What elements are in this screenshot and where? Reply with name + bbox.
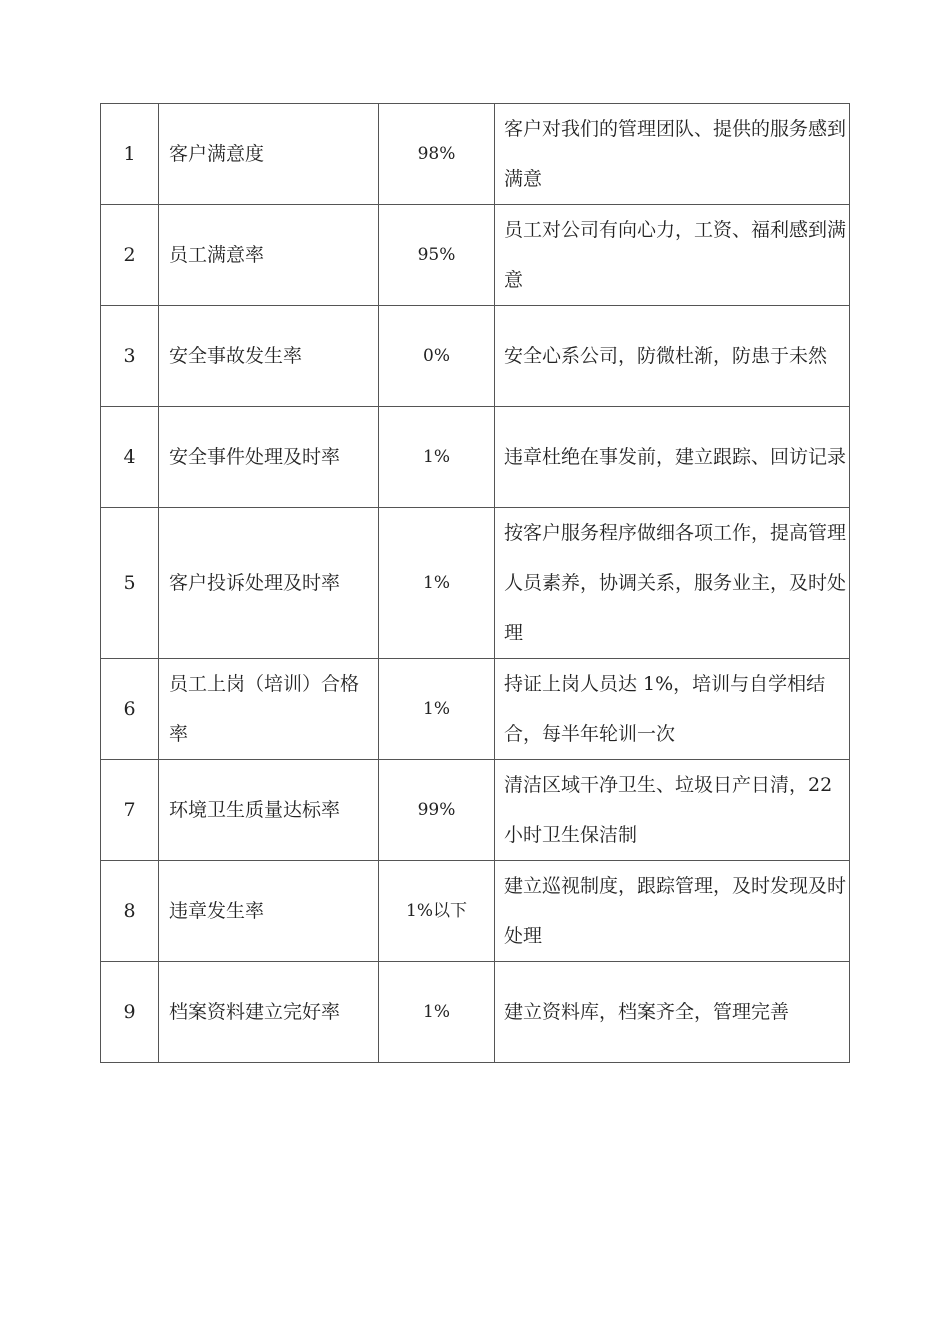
table-row [101,306,850,407]
row-number: 2 [101,205,159,306]
target-value: 1% [379,659,495,760]
target-value: 1%以下 [379,861,495,962]
target-value: 99% [379,760,495,861]
indicator-name: 安全事件处理及时率 [159,407,379,508]
row-number: 1 [101,104,159,205]
indicator-name: 客户投诉处理及时率 [159,508,379,659]
indicator-name: 员工满意率 [159,205,379,306]
table-row [101,407,850,508]
table-row [101,104,850,205]
target-value: 95% [379,205,495,306]
row-number: 3 [101,306,159,407]
indicator-description: 建立巡视制度，跟踪管理，及时发现及时处理 [495,861,850,962]
indicator-name: 客户满意度 [159,104,379,205]
row-number: 9 [101,962,159,1063]
row-number: 6 [101,659,159,760]
indicator-description: 清洁区域干净卫生、垃圾日产日清，22 小时卫生保洁制 [495,760,850,861]
target-value: 98% [379,104,495,205]
row-number: 5 [101,508,159,659]
quality-targets-table [100,103,850,1063]
table-row [101,760,850,861]
table-row [101,861,850,962]
indicator-description: 客户对我们的管理团队、提供的服务感到满意 [495,104,850,205]
table-row [101,205,850,306]
indicator-description: 建立资料库，档案齐全，管理完善 [495,962,850,1063]
indicator-description: 安全心系公司，防微杜渐，防患于未然 [495,306,850,407]
indicator-name: 环境卫生质量达标率 [159,760,379,861]
indicator-name: 档案资料建立完好率 [159,962,379,1063]
indicator-description: 按客户服务程序做细各项工作，提高管理人员素养，协调关系，服务业主，及时处理 [495,508,850,659]
indicator-name: 安全事故发生率 [159,306,379,407]
row-number: 7 [101,760,159,861]
table-row [101,659,850,760]
indicator-description: 违章杜绝在事发前，建立跟踪、回访记录 [495,407,850,508]
table-row [101,962,850,1063]
table-row [101,508,850,659]
indicator-description: 员工对公司有向心力，工资、福利感到满意 [495,205,850,306]
target-value: 1% [379,962,495,1063]
row-number: 4 [101,407,159,508]
indicator-name: 员工上岗（培训）合格率 [159,659,379,760]
indicator-name: 违章发生率 [159,861,379,962]
target-value: 1% [379,407,495,508]
row-number: 8 [101,861,159,962]
target-value: 1% [379,508,495,659]
indicator-description: 持证上岗人员达 1%，培训与自学相结合，每半年轮训一次 [495,659,850,760]
target-value: 0% [379,306,495,407]
